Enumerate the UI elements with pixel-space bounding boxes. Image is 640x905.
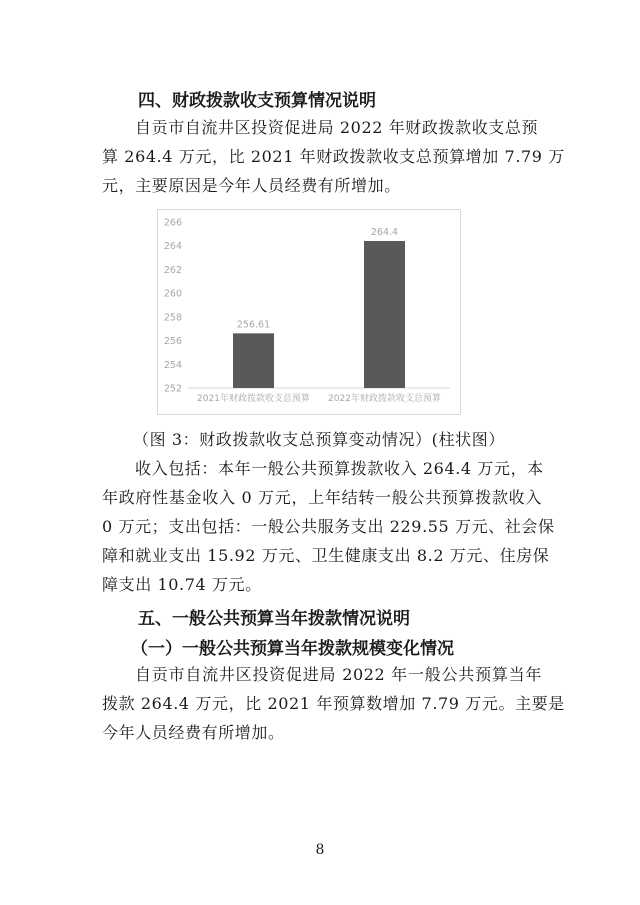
budget-bar-chart <box>157 209 461 415</box>
y-tick-label: 252 <box>163 383 182 395</box>
text-line: 元，主要原因是今年人员经费有所增加。 <box>102 176 401 195</box>
text-line: 拨款 264.4 万元，比 2021 年预算数增加 7.79 万元。主要是 <box>102 694 565 713</box>
y-tick-label: 260 <box>163 288 182 300</box>
bar <box>364 241 405 388</box>
text-line: 障和就业支出 15.92 万元、卫生健康支出 8.2 万元、住房保 <box>102 546 550 565</box>
figure-caption: （图 3：财政拨款收支总预算变动情况）(柱状图） <box>133 430 505 449</box>
bar <box>233 333 274 388</box>
chart-canvas <box>158 210 460 414</box>
y-tick-label: 262 <box>163 264 182 276</box>
section5-subheading: （一）一般公共预算当年拨款规模变化情况 <box>131 639 454 659</box>
page-number: 8 <box>315 842 325 858</box>
section4-paragraph-1 <box>102 113 565 200</box>
data-label: 264.4 <box>370 226 399 238</box>
text-line: 算 264.4 万元，比 2021 年财政拨款收支总预算增加 7.79 万 <box>102 147 565 166</box>
text-line: 年政府性基金收入 0 万元，上年结转一般公共预算拨款收入 <box>102 488 542 507</box>
x-category-label: 2022年财政拨款收支总预算 <box>328 394 441 404</box>
section4-paragraph-2 <box>102 454 555 599</box>
section5-heading: 五、一般公共预算当年拨款情况说明 <box>138 609 410 629</box>
section4-heading: 四、财政拨款收支预算情况说明 <box>138 91 376 111</box>
data-label: 256.61 <box>236 319 271 331</box>
text-line: 收入包括：本年一般公共预算拨款收入 264.4 万元，本 <box>135 459 544 478</box>
x-category-label: 2021年财政拨款收支总预算 <box>197 394 310 404</box>
text-line: 今年人员经费有所增加。 <box>102 723 285 742</box>
section5-paragraph <box>102 660 565 747</box>
y-tick-label: 256 <box>163 336 182 348</box>
text-line: 自贡市自流井区投资促进局 2022 年财政拨款收支总预 <box>135 118 539 137</box>
text-line: 0 万元；支出包括：一般公共服务支出 229.55 万元、社会保 <box>102 517 555 536</box>
text-line: 自贡市自流井区投资促进局 2022 年一般公共预算当年 <box>135 665 542 684</box>
y-tick-label: 266 <box>163 217 182 229</box>
y-tick-label: 254 <box>163 359 182 371</box>
y-tick-label: 264 <box>163 241 182 253</box>
y-tick-label: 258 <box>163 312 182 324</box>
text-line: 障支出 10.74 万元。 <box>102 575 262 594</box>
